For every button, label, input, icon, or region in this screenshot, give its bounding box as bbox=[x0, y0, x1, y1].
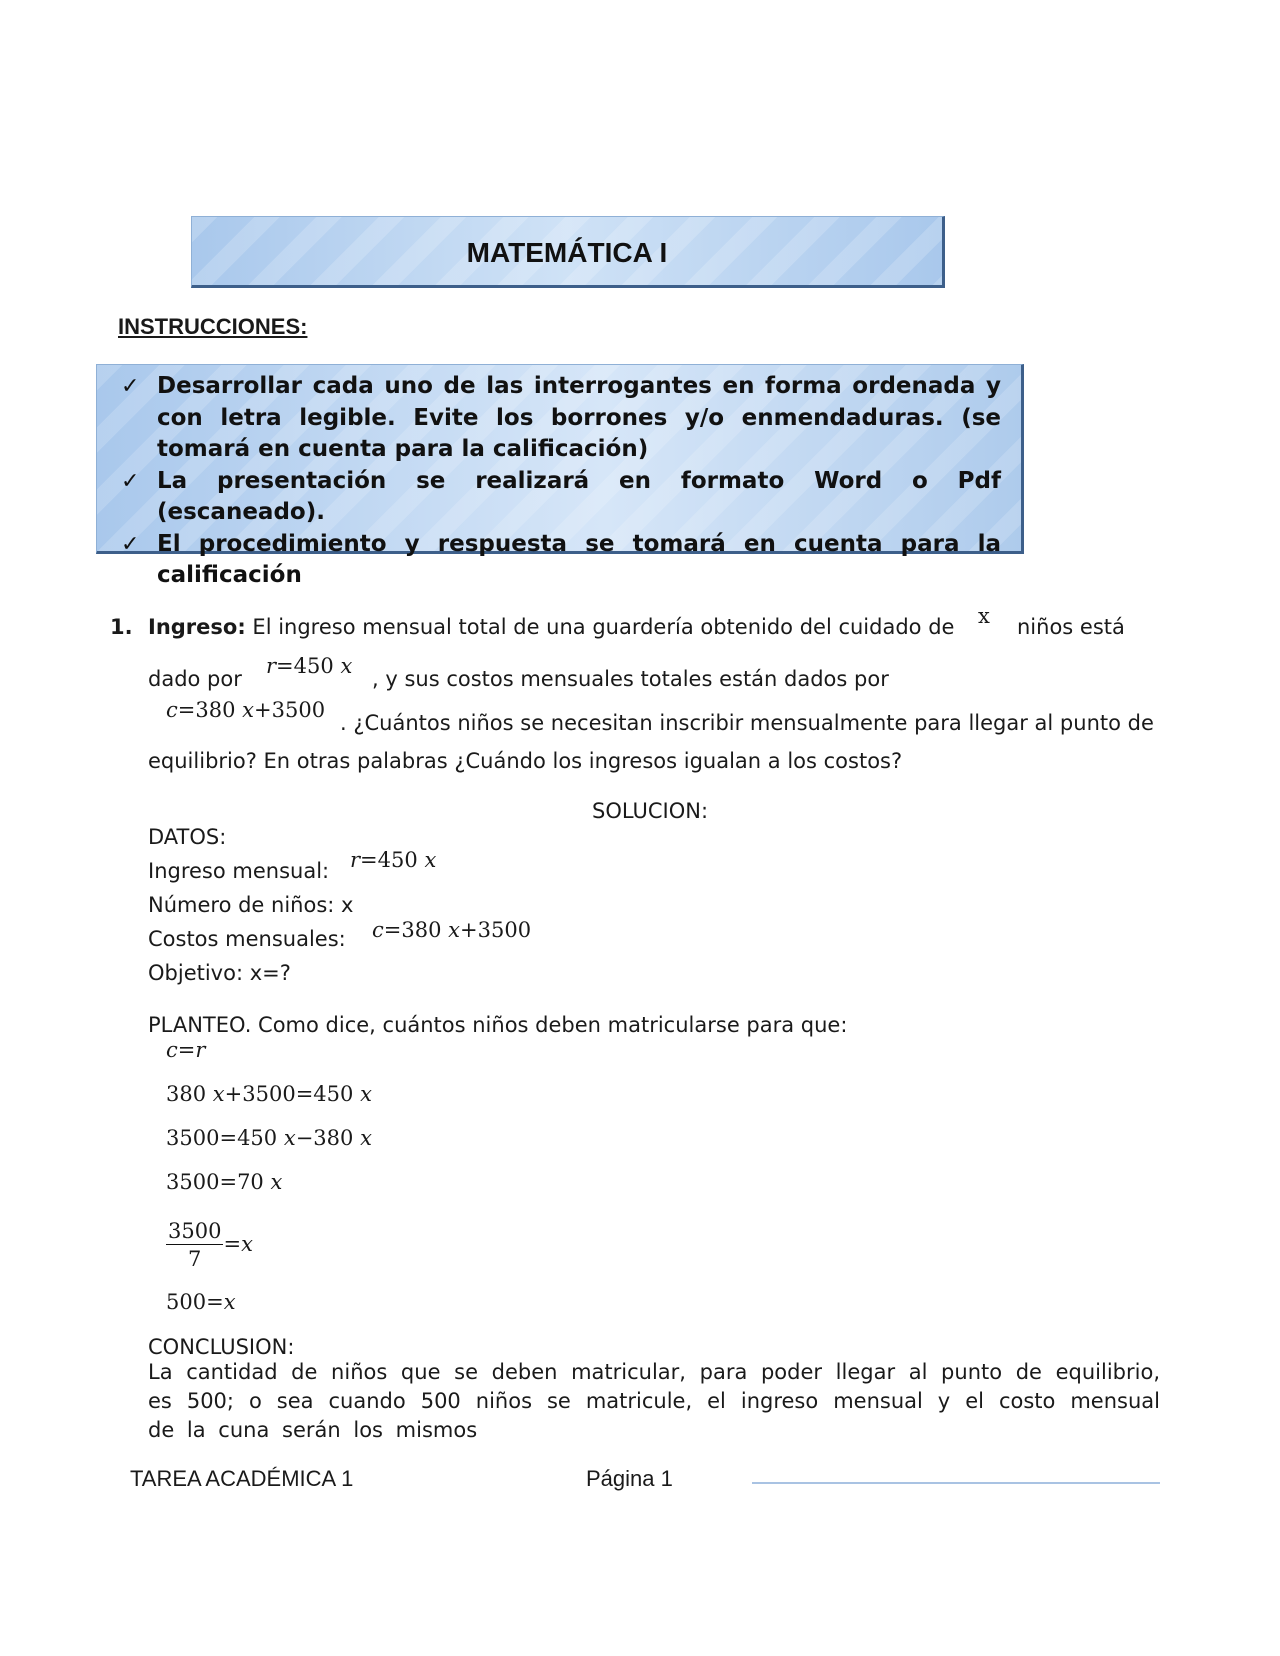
equation-step-4: 3500=70 x bbox=[166, 1170, 283, 1194]
ninos-label: Número de niños: x bbox=[148, 893, 354, 917]
conclusion-label: CONCLUSION: bbox=[148, 1335, 295, 1359]
costos-label: Costos mensuales: bbox=[148, 927, 346, 951]
var-x: x bbox=[978, 604, 990, 628]
conclusion-text: La cantidad de niños que se deben matricular, para poder llegar al punto de equilibrio, es 500; o sea cuando 500 niños se matricule, el ingreso mensual y el costo mensual de la cuna serán los mismos bbox=[148, 1360, 1160, 1442]
cost-formula: c=380 x+3500 bbox=[166, 698, 326, 722]
footer-left: TAREA ACADÉMICA 1 bbox=[130, 1466, 354, 1491]
problem-line-3: . ¿Cuántos niños se necesitan inscribir mensualmente para llegar al punto de bbox=[340, 711, 1154, 735]
instructions-list bbox=[97, 365, 1021, 592]
problem-label: Ingreso: bbox=[148, 615, 246, 639]
instruction-text: La presentación se realizará en formato Word o Pdf (escaneado). bbox=[157, 467, 1001, 525]
objetivo-label: Objetivo: x=? bbox=[148, 961, 291, 985]
check-icon: ✓ bbox=[121, 468, 140, 494]
planteo-text: PLANTEO. Como dice, cuántos niños deben matricularse para que: bbox=[148, 1013, 848, 1037]
problem-line-2-end: , y sus costos mensuales totales están dados por bbox=[372, 667, 889, 691]
instruction-item bbox=[97, 529, 1001, 592]
revenue-formula: r=450 x bbox=[266, 654, 353, 678]
instruction-item bbox=[97, 371, 1001, 466]
instruction-item bbox=[97, 466, 1001, 529]
equation-step-5: $\frac{3500}{7}$ =x bbox=[168, 1219, 253, 1271]
problem-line-4: equilibrio? En otras palabras ¿Cuándo los ingresos igualan a los costos? bbox=[148, 749, 903, 773]
ingreso-formula: r=450 x bbox=[350, 848, 437, 872]
check-icon: ✓ bbox=[121, 531, 140, 557]
check-icon: ✓ bbox=[121, 374, 140, 399]
problem-line-1-end: niños está bbox=[1017, 615, 1125, 639]
footer-page-number: Página 1 bbox=[586, 1466, 673, 1491]
footer-divider bbox=[752, 1482, 1160, 1484]
costos-formula: c=380 x+3500 bbox=[372, 918, 532, 942]
datos-label: DATOS: bbox=[148, 825, 227, 849]
ingreso-label: Ingreso mensual: bbox=[148, 859, 330, 883]
equation-step-2: 380 x+3500=450 x bbox=[166, 1082, 372, 1106]
solution-heading: SOLUCION: bbox=[592, 799, 709, 823]
instructions-box bbox=[96, 364, 1024, 588]
equation-step-6: 500=x bbox=[166, 1290, 236, 1314]
problem-line-2-start: dado por bbox=[148, 667, 242, 691]
equation-step-1: c=r bbox=[166, 1038, 206, 1062]
instructions-label: INSTRUCCIONES: bbox=[118, 314, 308, 339]
fraction: $\frac{3500}{7}$ bbox=[168, 1219, 222, 1271]
problem-number: 1. bbox=[110, 615, 133, 639]
page-title: MATEMÁTICA I bbox=[466, 237, 668, 268]
problem-line-1: Ingreso: El ingreso mensual total de una guardería obtenido del cuidado de bbox=[148, 615, 955, 639]
equation-step-3: 3500=450 x−380 x bbox=[166, 1126, 372, 1150]
instruction-text: El procedimiento y respuesta se tomará en cuenta para la calificación bbox=[157, 530, 1001, 588]
instruction-text: Desarrollar cada uno de las interrogantes en forma ordenada y con letra legible. Evite los borrones y/o enmendaduras. (se tomará en cuenta para la calificación) bbox=[157, 373, 1001, 462]
title-banner bbox=[191, 216, 945, 288]
